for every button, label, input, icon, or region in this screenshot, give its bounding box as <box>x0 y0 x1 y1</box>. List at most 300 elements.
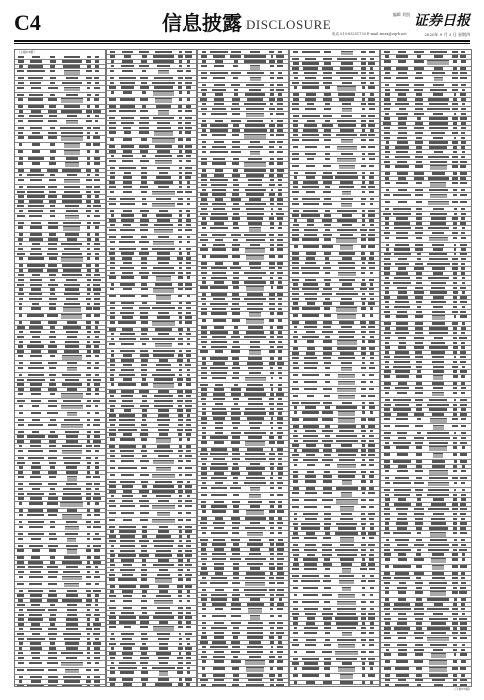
table-cell <box>323 302 331 304</box>
table-cell <box>154 405 172 407</box>
table-cell <box>452 667 457 669</box>
table-cell <box>29 502 43 504</box>
table-cell <box>303 513 318 515</box>
table-cell <box>325 464 330 466</box>
table-cell <box>245 577 265 579</box>
table-row <box>290 480 380 487</box>
table-cell <box>393 565 411 567</box>
table-cell <box>278 505 282 507</box>
table-cell <box>269 403 274 405</box>
table-cell <box>302 314 320 316</box>
table-cell <box>202 622 205 624</box>
table-cell <box>385 156 390 158</box>
table-cell <box>27 638 45 640</box>
table-cell <box>452 632 457 634</box>
table-cell <box>362 558 365 560</box>
table-cell <box>431 632 446 634</box>
table-cell <box>368 115 375 117</box>
table-cell <box>278 367 281 369</box>
table-cell <box>246 510 264 515</box>
table-cell <box>87 226 90 228</box>
table-cell <box>158 110 168 115</box>
table-cell <box>179 302 182 304</box>
table-cell <box>453 342 457 344</box>
table-cell <box>48 471 57 473</box>
table-cell <box>18 476 24 478</box>
table-cell <box>324 518 331 520</box>
table-cell <box>269 60 275 62</box>
table-cell <box>384 465 391 467</box>
table-cell <box>122 307 133 309</box>
table-cell <box>270 277 273 279</box>
table-cell <box>452 258 457 260</box>
table-cell <box>270 281 275 283</box>
table-cell <box>302 336 319 338</box>
table-cell <box>361 307 366 309</box>
table-cell <box>427 60 449 65</box>
table-cell <box>95 115 100 117</box>
table-cell <box>384 425 390 427</box>
table-cell <box>19 307 22 309</box>
table-cell <box>95 94 98 96</box>
table-cell <box>232 134 239 136</box>
table-cell <box>61 98 83 103</box>
table-cell <box>87 350 91 352</box>
table-cell <box>276 55 283 57</box>
table-cell <box>178 433 182 435</box>
table-cell <box>87 257 90 259</box>
table-cell <box>322 176 332 178</box>
table-cell <box>140 354 149 356</box>
table-cell <box>66 657 77 659</box>
table-cell <box>370 575 374 577</box>
table-cell <box>178 82 182 84</box>
table-cell <box>50 341 55 343</box>
table-cell <box>201 477 208 479</box>
table-cell <box>361 272 365 274</box>
table-cell <box>249 553 261 555</box>
table-cell <box>292 644 299 646</box>
table-cell <box>86 70 92 72</box>
table-cell <box>429 667 447 672</box>
table-cell <box>461 258 466 260</box>
table-cell <box>141 424 147 426</box>
table-cell <box>433 272 443 274</box>
table-cell <box>87 638 90 640</box>
table-cell <box>178 328 183 330</box>
table-cell <box>202 563 206 565</box>
table-cell <box>28 269 43 271</box>
table-cell <box>247 627 263 629</box>
table-cell <box>212 336 226 338</box>
table-cell <box>87 642 91 644</box>
table-cell <box>249 350 261 355</box>
table-cell <box>429 258 447 260</box>
table-cell <box>415 356 423 358</box>
table-cell <box>277 510 284 512</box>
table-cell <box>201 494 207 496</box>
table-cell <box>305 262 316 264</box>
table-cell <box>94 367 99 369</box>
table-cell <box>337 554 357 556</box>
table-cell <box>109 160 116 162</box>
table-row <box>198 255 288 262</box>
table-cell <box>50 379 56 381</box>
table-cell <box>152 519 175 524</box>
table-cell <box>49 336 56 338</box>
table-cell <box>87 288 91 290</box>
table-cell <box>384 98 390 100</box>
table-cell <box>122 155 133 157</box>
table-cell <box>292 506 298 508</box>
table-cell <box>362 575 365 577</box>
table-cell <box>231 151 241 153</box>
table-cell <box>270 558 274 560</box>
table-cell <box>249 262 261 264</box>
table-cell <box>414 291 424 293</box>
table-cell <box>304 293 317 295</box>
table-cell <box>48 594 56 596</box>
table-cell <box>233 77 238 79</box>
table-cell <box>187 214 191 216</box>
table-cell <box>48 345 57 347</box>
table-cell <box>396 113 409 115</box>
table-row <box>107 98 197 105</box>
table-row <box>107 342 197 349</box>
table-cell <box>453 382 457 384</box>
table-cell <box>179 333 182 335</box>
table-cell <box>369 554 374 556</box>
table-cell <box>185 110 192 112</box>
table-row <box>290 340 380 347</box>
table-cell <box>302 51 320 53</box>
table-cell <box>294 594 297 596</box>
table-cell <box>453 522 456 524</box>
table-cell <box>341 367 352 372</box>
table-cell <box>302 198 320 200</box>
table-cell <box>304 326 317 328</box>
table-cell <box>178 647 183 649</box>
newspaper-logo: 证券日报 <box>414 13 470 29</box>
table-cell <box>48 633 57 635</box>
table-cell <box>305 58 315 60</box>
table-cell <box>361 347 366 349</box>
table-cell <box>67 388 77 390</box>
table-cell <box>269 674 274 676</box>
table-cell <box>122 70 133 72</box>
table-cell <box>270 543 274 545</box>
table-cell <box>179 131 182 133</box>
table-cell <box>337 464 355 469</box>
table-cell <box>109 145 115 147</box>
table-cell <box>139 122 149 124</box>
table-cell <box>293 487 299 489</box>
table-cell <box>323 172 332 174</box>
table-cell <box>18 393 23 395</box>
table-cell <box>324 601 330 603</box>
table-row <box>198 64 288 71</box>
table-cell <box>302 238 319 240</box>
table-cell <box>50 355 56 357</box>
table-cell <box>187 241 190 243</box>
table-cell <box>17 633 24 635</box>
table-cell <box>398 465 407 467</box>
table-cell <box>301 523 319 525</box>
table-cell <box>269 255 275 257</box>
table-cell <box>93 222 100 224</box>
table-cell <box>155 160 172 165</box>
table-cell <box>231 393 241 395</box>
table-cell <box>416 494 423 496</box>
table-cell <box>18 623 24 625</box>
table-cell <box>340 518 353 520</box>
table-cell <box>341 563 352 565</box>
table-cell <box>95 82 100 84</box>
table-cell <box>213 298 226 300</box>
table-cell <box>385 622 390 624</box>
table-cell <box>322 549 332 551</box>
table-cell <box>202 84 207 86</box>
table-cell <box>232 103 239 105</box>
table-cell <box>306 444 316 446</box>
table-cell <box>396 522 408 524</box>
table-cell <box>18 127 24 129</box>
table-cell <box>19 314 22 316</box>
continued-note: (下转C5版) <box>454 687 470 691</box>
table-cell <box>178 505 182 507</box>
table-cell <box>210 367 228 369</box>
table-cell <box>201 543 207 545</box>
table-cell <box>370 480 373 482</box>
table-cell <box>186 460 192 462</box>
table-cell <box>63 269 81 271</box>
table-cell <box>87 331 91 333</box>
table-cell <box>212 189 226 191</box>
table-cell <box>427 432 449 434</box>
table-cell <box>461 603 465 605</box>
table-cell <box>342 191 352 196</box>
table-cell <box>142 105 146 107</box>
table-cell <box>384 132 391 134</box>
table-cell <box>393 460 411 462</box>
table-cell <box>109 505 116 507</box>
table-cell <box>393 408 411 410</box>
table-cell <box>17 604 25 606</box>
table-cell <box>155 343 171 348</box>
table-cell <box>31 87 41 89</box>
table-cell <box>212 162 226 164</box>
table-cell <box>453 306 457 308</box>
table-cell <box>302 272 319 274</box>
table-cell <box>63 488 81 490</box>
table-cell <box>110 612 115 614</box>
table-cell <box>397 644 407 646</box>
table-cell <box>395 89 409 91</box>
table-cell <box>212 108 225 110</box>
table-cell <box>431 558 446 563</box>
table-cell <box>94 647 99 649</box>
table-cell <box>177 203 183 205</box>
table-cell <box>370 594 373 596</box>
table-cell <box>179 65 182 67</box>
table-cell <box>396 322 408 324</box>
table-cell <box>178 198 183 200</box>
table-cell <box>369 506 374 508</box>
table-cell <box>452 103 458 105</box>
table-cell <box>271 646 273 648</box>
table-cell <box>28 120 43 122</box>
table-cell <box>454 460 457 462</box>
table-cell <box>414 544 424 546</box>
table-cell <box>393 399 411 401</box>
table-row <box>198 112 288 119</box>
table-cell <box>397 161 407 163</box>
table-cell <box>232 582 240 584</box>
table-cell <box>119 621 135 623</box>
table-cell <box>306 622 315 624</box>
table-cell <box>123 600 133 602</box>
table-cell <box>461 432 466 434</box>
table-row <box>198 226 288 233</box>
table-cell <box>19 576 23 578</box>
table-cell <box>341 115 352 117</box>
table-cell <box>140 433 148 435</box>
table-row <box>381 653 471 660</box>
table-row <box>107 138 197 145</box>
table-row <box>15 475 105 482</box>
table-cell <box>246 113 264 118</box>
table-cell <box>370 411 373 413</box>
table-cell <box>87 293 90 295</box>
table-cell <box>50 526 55 528</box>
table-cell <box>361 449 366 451</box>
table-cell <box>31 412 42 414</box>
table-cell <box>157 257 170 259</box>
table-cell <box>292 307 300 309</box>
table-cell <box>87 379 91 381</box>
table-cell <box>94 419 99 421</box>
table-cell <box>17 400 24 402</box>
table-cell <box>276 393 283 395</box>
table-cell <box>414 337 424 339</box>
table-cell <box>214 548 224 550</box>
table-cell <box>250 548 259 550</box>
table-cell <box>178 236 182 238</box>
table-cell <box>323 402 331 404</box>
table-cell <box>277 448 283 450</box>
table-cell <box>153 354 174 356</box>
table-cell <box>362 340 366 342</box>
table-cell <box>187 535 190 537</box>
table-cell <box>179 600 182 602</box>
table-cell <box>49 533 56 535</box>
table-cell <box>233 543 239 545</box>
table-cell <box>245 594 264 596</box>
table-cell <box>292 191 299 193</box>
table-cell <box>110 359 115 361</box>
table-cell <box>156 535 171 537</box>
table-cell <box>430 587 446 589</box>
table-cell <box>49 618 57 620</box>
table-cell <box>270 477 273 479</box>
table-cell <box>93 561 100 563</box>
table-cell <box>30 279 42 281</box>
section-en: DISCLOSURE <box>246 17 332 32</box>
table-cell <box>27 174 44 176</box>
table-cell <box>123 288 132 290</box>
table-cell <box>185 574 191 576</box>
table-cell <box>201 372 208 374</box>
table-cell <box>61 132 83 134</box>
table-cell <box>397 544 408 546</box>
table-cell <box>395 301 410 303</box>
table-cell <box>93 440 100 442</box>
table-cell <box>232 298 240 300</box>
table-column-2 <box>106 49 198 687</box>
table-cell <box>19 288 23 290</box>
table-row <box>15 513 105 520</box>
table-cell <box>394 306 410 308</box>
table-cell <box>368 302 374 304</box>
table-cell <box>395 667 409 669</box>
table-cell <box>48 685 58 687</box>
table-cell <box>185 229 193 231</box>
table-cell <box>111 91 115 93</box>
table-cell <box>212 408 225 410</box>
table-cell <box>339 575 354 577</box>
table-cell <box>28 210 43 212</box>
table-cell <box>277 362 284 364</box>
table-cell <box>141 321 148 323</box>
table-cell <box>452 613 457 615</box>
table-cell <box>460 622 467 624</box>
table-cell <box>370 608 374 610</box>
table-cell <box>30 253 42 255</box>
table-cell <box>94 293 99 295</box>
table-cell <box>453 627 458 629</box>
table-cell <box>337 627 356 629</box>
table-cell <box>269 98 274 100</box>
table-cell <box>94 483 99 485</box>
table-cell <box>19 362 22 364</box>
table-cell <box>18 60 24 62</box>
table-cell <box>305 321 317 323</box>
table-cell <box>179 535 182 537</box>
table-cell <box>215 589 224 591</box>
table-cell <box>461 387 466 389</box>
table-cell <box>139 554 149 556</box>
table-cell <box>361 62 367 64</box>
table-cell <box>179 210 182 212</box>
table-cell <box>369 257 374 259</box>
table-cell <box>323 77 332 79</box>
table-cell <box>269 267 274 269</box>
table-cell <box>336 435 357 437</box>
table-cell <box>186 607 191 609</box>
table-cell <box>95 321 100 323</box>
table-cell <box>427 494 449 496</box>
table-cell <box>361 51 366 53</box>
table-cell <box>325 229 330 231</box>
table-cell <box>185 500 192 502</box>
table-cell <box>453 60 458 62</box>
table-cell <box>269 184 275 186</box>
table-cell <box>233 222 238 224</box>
table-cell <box>460 413 467 415</box>
table-cell <box>109 295 117 297</box>
table-cell <box>231 441 240 443</box>
table-cell <box>123 683 132 685</box>
